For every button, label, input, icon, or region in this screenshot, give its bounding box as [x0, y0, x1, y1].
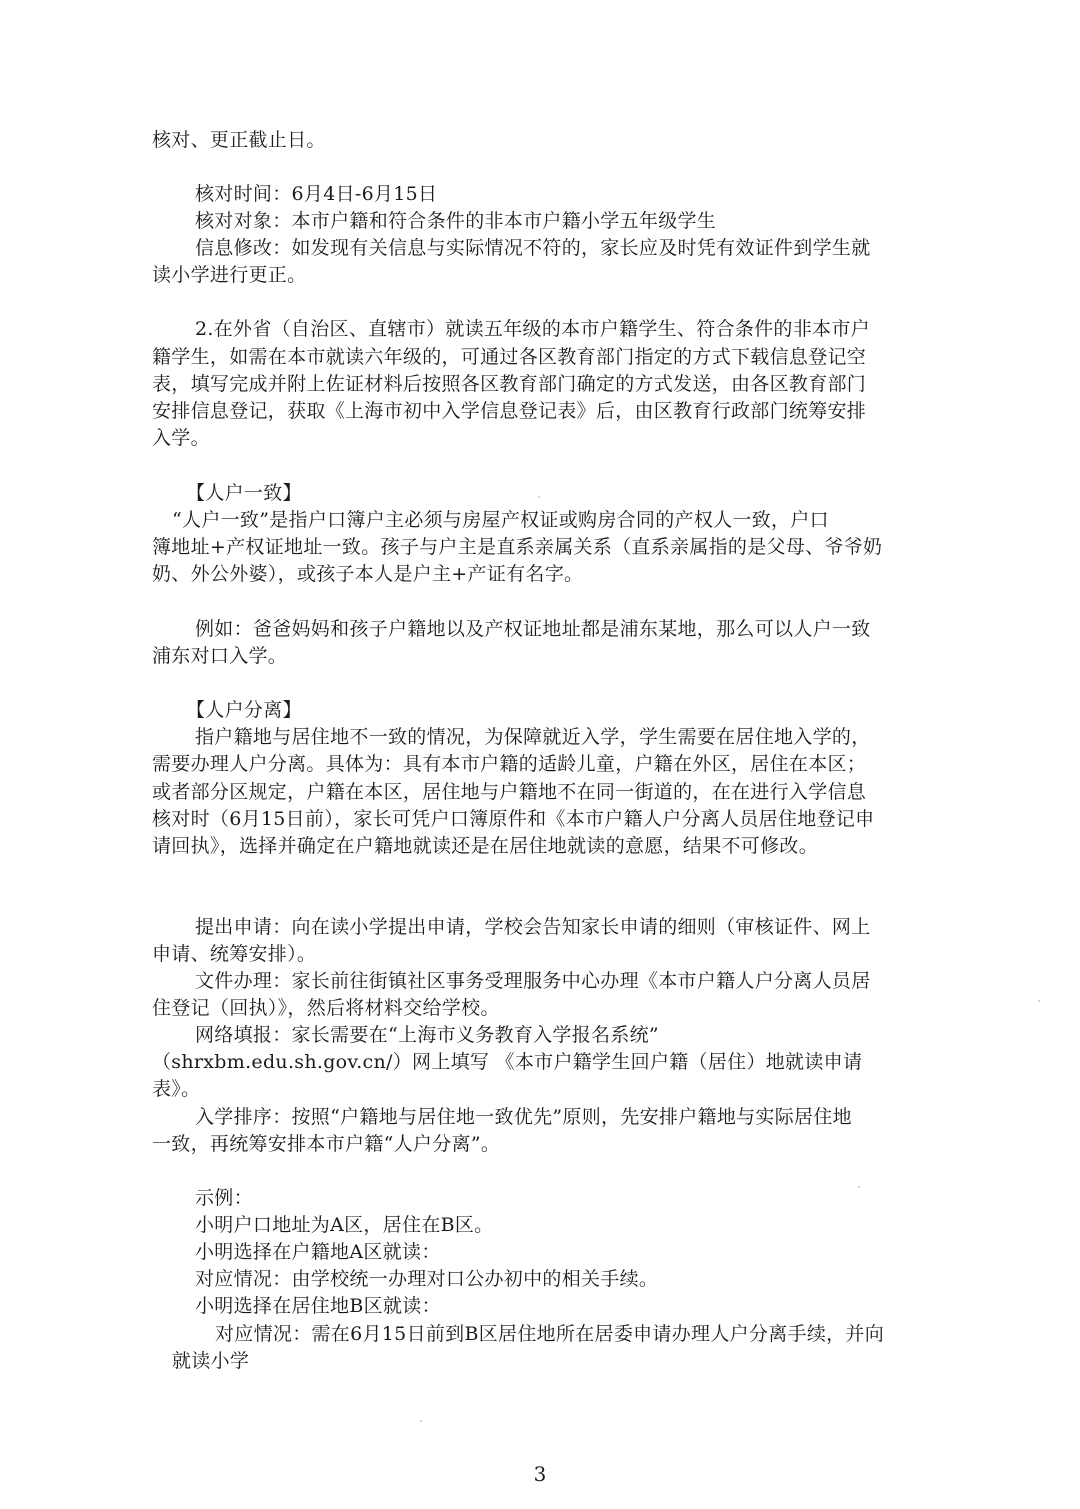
text-line: 例如：爸爸妈妈和孩子户籍地以及产权证地址都是浦东某地，那么可以人户一致 — [195, 618, 871, 640]
text-line: 文件办理：家长前往街镇社区事务受理服务中心办理《本市户籍人户分离人员居 — [195, 970, 871, 992]
text-line: 核对、更正截止日。 — [152, 129, 326, 151]
text-line: 表，填写完成并附上佐证材料后按照各区教育部门确定的方式发送，由各区教育部门 — [152, 373, 867, 395]
section-heading: 【人户一致】 — [186, 482, 302, 504]
text-line: 提出申请：向在读小学提出申请，学校会告知家长申请的细则（审核证件、网上 — [195, 916, 871, 938]
scan-speck — [1038, 1000, 1040, 1002]
text-line: 或者部分区规定，户籍在本区，居住地与户籍地不在同一街道的，在在进行入学信息 — [152, 781, 867, 803]
text-line: 奶、外公外婆），或孩子本人是户主+产证有名字。 — [152, 563, 584, 585]
scan-speck — [858, 1186, 860, 1188]
section-heading: 【人户分离】 — [186, 699, 302, 721]
text-line: “人户一致”是指户口簿户主必须与房屋产权证或购房合同的产权人一致，户口 — [172, 509, 829, 531]
scan-speck — [420, 1420, 422, 1422]
text-line: 浦东对口入学。 — [152, 645, 288, 667]
text-line: 安排信息登记，获取《上海市初中入学信息登记表》后，由区教育行政部门统筹安排 — [152, 400, 867, 422]
text-line: 入学排序：按照“户籍地与居住地一致优先”原则，先安排户籍地与实际居住地 — [195, 1106, 852, 1128]
text-line: 入学。 — [152, 427, 210, 449]
page-number: 3 — [533, 1462, 547, 1486]
text-line: 读小学进行更正。 — [152, 264, 307, 286]
text-line: 2.在外省（自治区、直辖市）就读五年级的本市户籍学生、符合条件的非本市户 — [195, 318, 870, 340]
text-line: 一致，再统筹安排本市户籍“人户分离”。 — [152, 1133, 501, 1155]
text-line: 核对时间：6月4日-6月15日 — [195, 183, 438, 205]
text-line: 示例： — [195, 1187, 253, 1209]
text-line: 指户籍地与居住地不一致的情况，为保障就近入学，学生需要在居住地入学的， — [195, 726, 871, 748]
text-line: 住登记（回执）》，然后将材料交给学校。 — [152, 997, 500, 1019]
text-line: 核对对象：本市户籍和符合条件的非本市户籍小学五年级学生 — [195, 210, 717, 232]
scan-speck — [538, 496, 540, 498]
text-line: 籍学生，如需在本市就读六年级的，可通过各区教育部门指定的方式下载信息登记空 — [152, 346, 867, 368]
text-line: 就读小学 — [172, 1350, 250, 1372]
text-line: 请回执》，选择并确定在户籍地就读还是在居住地就读的意愿，结果不可修改。 — [152, 835, 819, 857]
text-line: 核对时（6月15日前），家长可凭户口簿原件和《本市户籍人户分离人员居住地登记申 — [152, 808, 875, 830]
text-line: （shrxbm.edu.sh.gov.cn/）网上填写 《本市户籍学生回户籍（居住）地就读申请 — [152, 1051, 863, 1073]
text-line: 小明选择在户籍地A区就读： — [195, 1241, 441, 1263]
text-line: 小明户口地址为A区，居住在B区。 — [195, 1214, 494, 1236]
text-line: 对应情况：由学校统一办理对口公办初中的相关手续。 — [195, 1268, 659, 1290]
text-line: 小明选择在居住地B区就读： — [195, 1295, 441, 1317]
text-line: 需要办理人户分离。具体为：具有本市户籍的适龄儿童，户籍在外区，居住在本区； — [152, 753, 867, 775]
text-line: 信息修改：如发现有关信息与实际情况不符的，家长应及时凭有效证件到学生就 — [195, 237, 871, 259]
text-line: 表》。 — [152, 1078, 201, 1100]
text-line: 对应情况：需在6月15日前到B区居住地所在居委申请办理人户分离手续，并向 — [215, 1323, 885, 1345]
text-line: 簿地址+产权证地址一致。孩子与户主是直系亲属关系（直系亲属指的是父母、爷爷奶 — [152, 536, 883, 558]
text-line: 网络填报：家长需要在“上海市义务教育入学报名系统” — [195, 1024, 659, 1046]
text-line: 申请、统筹安排）。 — [152, 943, 317, 965]
